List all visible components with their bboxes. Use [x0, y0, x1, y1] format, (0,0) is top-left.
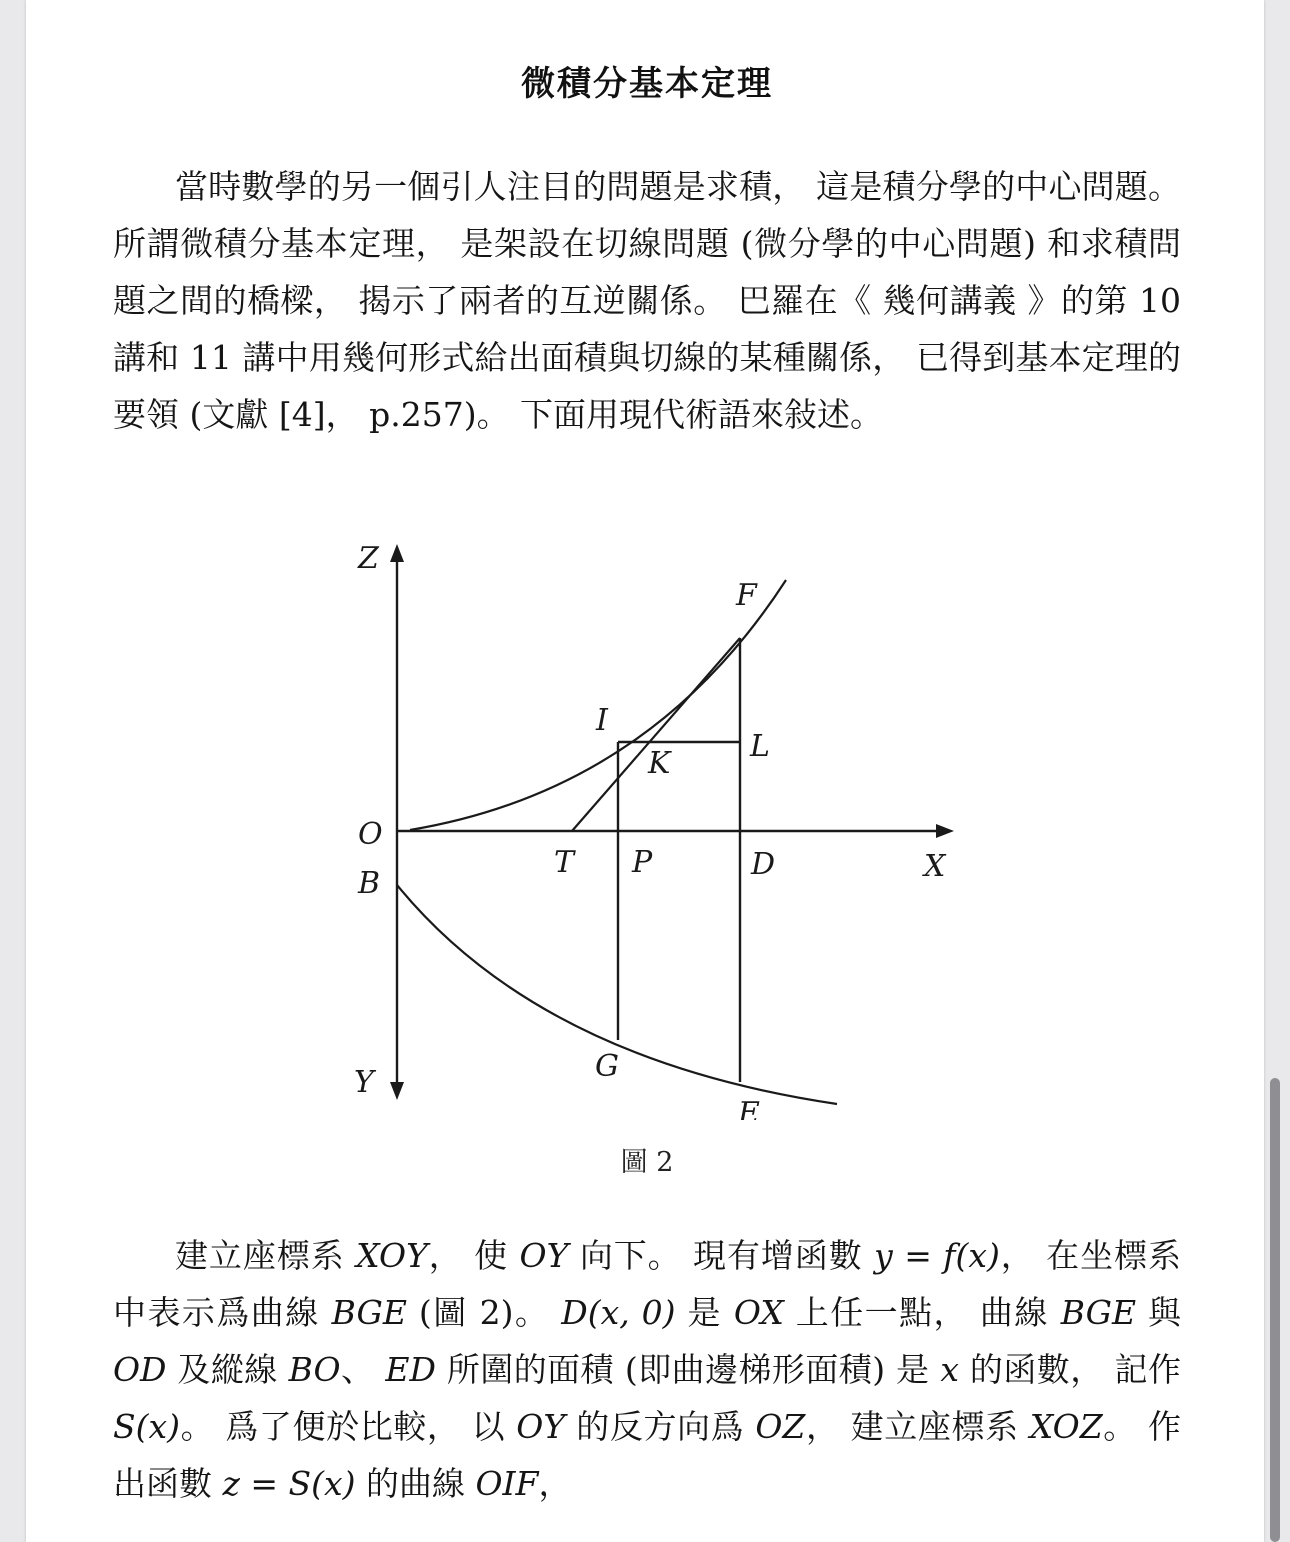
label-g: G — [595, 1049, 619, 1084]
label-i: I — [596, 703, 608, 738]
math-xoy: XOY — [356, 1236, 428, 1275]
label-k: K — [648, 746, 671, 781]
label-t: T — [554, 845, 575, 880]
paragraph-intro: 當時數學的另一個引人注目的問題是求積， 這是積分學的中心問題。 所謂微積分基本定理， 是架設在切線問題 (微分學的中心問題) 和求積問題之間的橋樑， 揭示了兩者的互逆關係。 巴羅在《 幾何講義 》的第 10 講和 11 講中用幾何形式給出面積與切線的某種關係， 已得到基本定理的要領 (文獻 [4]， p.257)。 下面用現代術語來敍述。 — [113, 167, 1181, 434]
label-y: Y — [354, 1065, 374, 1100]
math-oy-2: OY — [516, 1407, 566, 1446]
label-l: L — [750, 729, 770, 764]
math-bo: BO — [288, 1350, 341, 1389]
math-d-x0: D(x, 0) — [561, 1293, 676, 1332]
math-ed: ED — [385, 1350, 436, 1389]
label-p: P — [632, 845, 653, 880]
scrollbar-thumb[interactable] — [1270, 1078, 1280, 1542]
math-bge-2: BGE — [1060, 1293, 1137, 1332]
math-od: OD — [113, 1350, 167, 1389]
math-sx: S(x) — [113, 1407, 180, 1446]
x-axis-arrow — [936, 824, 954, 838]
y-axis-arrow — [390, 1082, 404, 1100]
section-title: 微積分基本定理 — [521, 64, 773, 104]
math-oif: OIF — [475, 1464, 539, 1503]
math-oy: OY — [519, 1236, 569, 1275]
z-axis-arrow — [390, 544, 404, 562]
math-oz: OZ — [755, 1407, 806, 1446]
math-x: x — [940, 1350, 959, 1389]
math-z-eq-sx: z = S(x) — [222, 1464, 356, 1503]
figure-caption: 圖 2 — [620, 1147, 674, 1178]
figure-2 — [330, 530, 970, 1124]
label-x: X — [924, 849, 946, 884]
calculus-diagram — [330, 530, 970, 1120]
math-bge: BGE — [331, 1293, 407, 1332]
label-z: Z — [358, 541, 379, 576]
label-b: B — [358, 866, 381, 901]
paragraph-setup: 建立座標系 XOY， 使 OY 向下。 現有增函數 y = f(x)， 在坐標系中表示爲曲線 BGE (圖 2)。 D(x, 0) 是 OX 上任一點， 曲線 BGE 與 OD 及縱線 BO、 ED 所圍的面積 (即曲邊梯形面積) 是 x 的函數， 記作 S(x)。 爲了便於比較， 以 OY 的反方向爲 OZ， 建立座標系 XOZ。 作出函數 z = S(x) 的曲線 OIF， — [113, 1236, 1181, 1503]
math-y-eq-fx: y = f(x) — [874, 1236, 1000, 1275]
math-xoz: XOZ — [1029, 1407, 1103, 1446]
label-e: E — [738, 1096, 760, 1120]
label-o: O — [358, 817, 383, 852]
label-f: F — [736, 578, 757, 613]
math-ox: OX — [733, 1293, 784, 1332]
label-d: D — [751, 847, 776, 882]
